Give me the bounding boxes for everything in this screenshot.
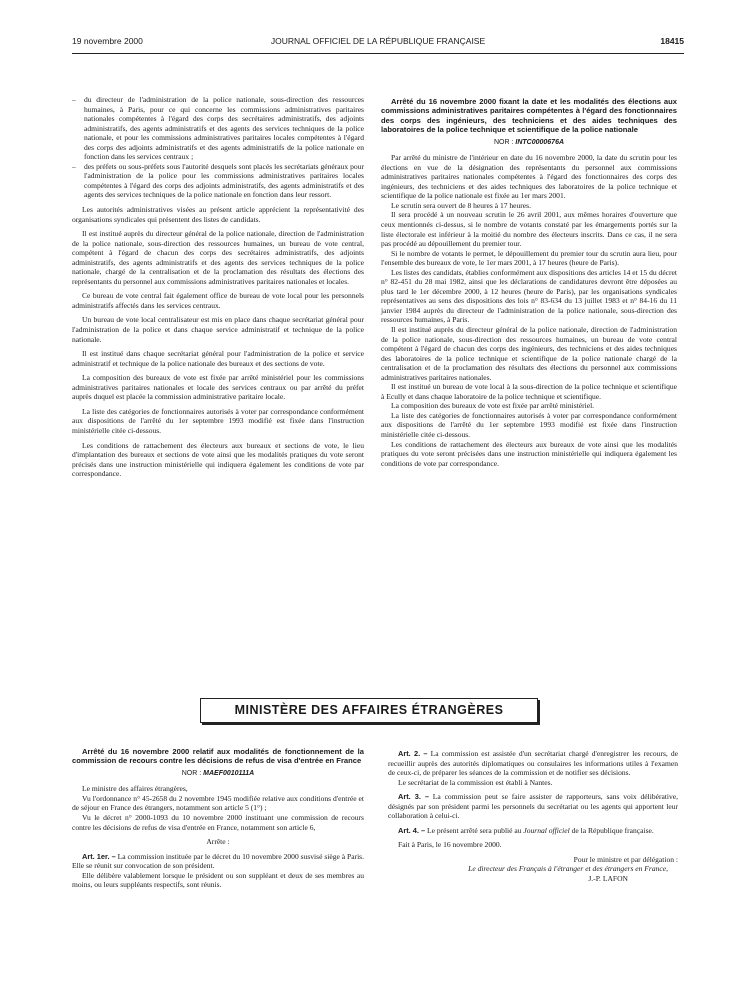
paragraph: Si le nombre de votants le permet, le dépouillement du premier tour du scrutin aura lieu, pour l'ensemble des bureaux de vote, le 1er mars 2001, à 17 heures (heure de Paris). xyxy=(381,248,677,268)
signature-for: Pour le ministre et par délégation : xyxy=(573,854,678,864)
article-4-text-b: de la République française. xyxy=(571,825,654,835)
bullet-item: – des préfets ou sous-préfets sous l'autorité desquels sont placés les secrétariats généraux pour l'administration de la police pour les commissions administratives paritaires locales compétentes à l'égard des corps des adjoints administratifs, des agents administratifs et des agents des services techniques de la police nationale en fonction dans leur ressort. xyxy=(72,162,364,200)
paragraph: Il sera procédé à un nouveau scrutin le 26 avril 2001, aux mêmes horaires d'ouverture que ceux mentionnés ci-dessus, si le nombre de votants constaté par les émargements portés sur la liste électorale est inférieur à la moitié du nombre des électeurs inscrits. Dans ce cas, il ne sera pas procédé au dépouillement du premier tour. xyxy=(381,210,677,249)
ministry-banner: MINISTÈRE DES AFFAIRES ÉTRANGÈRES xyxy=(200,698,538,723)
paragraph: Il est institué un bureau de vote local à la sous-direction de la police technique et scientifique à Ecully et dans chaque laboratoire de la police technique et scientifique. xyxy=(381,382,677,401)
paragraph: Un bureau de vote local centralisateur est mis en place dans chaque secrétariat général pour l'administration de la police et dans chaque service administratif et technique de la police nationale. xyxy=(72,315,364,344)
article-title: Arrêté du 16 novembre 2000 fixant la date et les modalités des élections aux commissions administratives paritaires compétentes à l'égard des fonctionnaires des corps des ingénieurs, des techniciens et des aides techniques des laboratoires de la police technique et scientifique de la police nationale xyxy=(381,97,677,135)
article-3-text: La commission peut se faire assister de rapporteurs, sans voix délibérative, désignés par son président parmi les personnels du secrétariat ou les agents qui apportent leur collaboration à celui-ci. xyxy=(388,792,679,821)
preamble-line: Vu l'ordonnance n° 45-2658 du 2 novembre 1945 modifiée relative aux conditions d'entrée et de séjour en France des étrangers, notamment son article 5 (1°) ; xyxy=(72,793,364,813)
paragraph: Les listes des candidats, établies conformément aux dispositions des articles 14 et 15 du décret n° 82-451 du 28 mai 1982, ainsi que les déclarations de candidatures devront être déposées au plus tard le 1er décembre 2000, à 12 heures (heure de Paris), par les organisations syndicales représentatives au sens des dispositions des lois n° 83-634 du 13 juillet 1983 et n° 84-16 du 11 janvier 1984 auprès du directeur de l'administration de la police nationale, sous-direction des ressources humaines, à Paris. xyxy=(381,267,677,325)
article-1-label: Art. 1er. – xyxy=(82,851,116,861)
header-date: 19 novembre 2000 xyxy=(72,36,143,46)
left-column xyxy=(72,95,364,479)
article-4 xyxy=(388,826,678,836)
preamble-line: Vu le décret n° 2000-1093 du 10 novembre 2000 instituant une commission de recours contre les décisions de refus de visa d'entrée en France, notamment son article 6, xyxy=(72,813,364,832)
paragraph: Les conditions de rattachement des électeurs aux bureaux et sections de vote, le lieu d'implantation des bureaux et sections de vote ainsi que les modalités pratiques du vote seront précisés dans une instruction ministérielle qui indiquera également les conditions de vote par correspondance. xyxy=(72,440,364,479)
nor-label: NOR : xyxy=(493,138,514,146)
paragraph: Il est institué dans chaque secrétariat général pour l'administration de la police et service administratif et technique de la police nationale des bureaux et des sections de vote. xyxy=(72,349,364,368)
article-4-text-a: Le présent arrêté sera publié au xyxy=(427,825,522,835)
signature-name: J.-P. LAFON xyxy=(588,874,628,884)
decree-nor-reference xyxy=(72,769,364,779)
paragraph: La composition des bureaux de vote est fixée par arrêté ministériel pour les commissions administratives paritaires nationales et locale des services centraux ou par arrêté du préfet auprès duquel est placée la commission administrative paritaire locale. xyxy=(72,373,364,402)
paragraph: La liste des catégories de fonctionnaires autorisés à voter par correspondance conformément aux dispositions de l'arrêté du 1er septembre 1993 modifié est fixée dans l'instruction ministérielle citée ci-dessous. xyxy=(381,410,677,440)
article-4-journal: Journal officiel xyxy=(523,825,570,835)
paragraph: La composition des bureaux de vote est fixée par arrêté ministériel. xyxy=(391,401,595,411)
paragraph: Il est institué auprès du directeur général de la police nationale, direction de l'administration de la police nationale, sous-direction des ressources humaines, un bureau de vote central, compétent à l'égard de chacun des corps des secrétaires administratifs, des adjoints administratifs, des agents administratifs et des agents des services techniques de la police nationale, chargé de la centralisation et de la proclamation des résultats des élections des représentants du personnel aux commissions administratives paritaires nationales et locales. xyxy=(72,229,364,286)
article-2-text-2: Le secrétariat de la commission est établi à Nantes. xyxy=(398,777,553,787)
paragraph: Les conditions de rattachement des électeurs aux bureaux de vote ainsi que les modalités pratiques du vote seront précisées dans une instruction ministérielle qui indiquera également les conditions de vote par correspondance. xyxy=(381,439,677,468)
nor-code: MAEF0010111A xyxy=(203,769,255,777)
article-4-label: Art. 4. – xyxy=(398,825,426,835)
paragraph: La liste des catégories de fonctionnaires autorisés à voter par correspondance conformément aux dispositions de l'arrêté du 1er septembre 1993 modifié est fixée dans l'instruction ministérielle citée ci-dessous. xyxy=(72,406,364,435)
article-3 xyxy=(388,792,678,821)
page-header xyxy=(72,36,684,52)
article-2-label: Art. 2. – xyxy=(398,749,428,758)
bullet-item: – du directeur de l'administration de la police nationale, sous-direction des ressources humaines, à Paris, pour ce qui concerne les commissions administratives paritaires nationales compétentes à l'égard des corps des secrétaires administratifs, des adjoints administratifs, des agents administratifs et des agents des services techniques de la police nationale, et pour les commissions administratives paritaires locales compétentes à l'égard des corps des adjoints administratifs et des agents administratifs de la police nationale en fonction dans les services centraux ; xyxy=(72,95,364,162)
paragraph: Le scrutin sera ouvert de 8 heures à 17 heures. xyxy=(391,200,531,210)
paragraph: Il est institué auprès du directeur général de la police nationale, direction de l'administration de la police nationale, sous-direction des ressources humaines, un bureau de vote central compétent à l'égard de chacun des corps des ingénieurs, des techniciens et des aides techniques des laboratoires de la police technique et scientifique de la police nationale chargé de la centralisation et de la proclamation des résultats des élections du personnel aux commissions administratives paritaires nationales. xyxy=(381,325,677,382)
paragraph: Les autorités administratives visées au présent article apprécient la représentativité des organisations syndicales qui présentent des listes de candidats. xyxy=(72,205,364,224)
nor-label: NOR : xyxy=(181,769,202,777)
header-rule xyxy=(72,53,684,54)
page-number: 18415 xyxy=(660,36,684,46)
signature-role: Le directeur des Français à l'étranger et des étrangers en France, xyxy=(468,864,668,874)
paragraph: Par arrêté du ministre de l'intérieur en date du 16 novembre 2000, la date du scrutin pour les élections en vue de la désignation des représentants du personnel aux commissions administratives paritaires nationales compétentes à l'égard des fonctionnaires des corps des ingénieurs, des techniciens et des aides techniques des laboratoires de la police technique et scientifique de la police nationale est fixée au 1er mars 2001. xyxy=(381,153,677,201)
article-1-text-2: Elle délibère valablement lorsque le président ou son suppléant et deux de ses membres au moins, ou leurs suppléants respectifs, sont réunis. xyxy=(72,870,364,890)
article-1-text: La commission instituée par le décret du 10 novembre 2000 susvisé siège à Paris. Elle se réunit sur convocation de son président. xyxy=(72,851,365,871)
decree-title: Arrêté du 16 novembre 2000 relatif aux modalités de fonctionnement de la commission de recours contre les décisions de refus de visa d'entrée en France xyxy=(72,747,364,766)
nor-code: INTC0000676A xyxy=(515,138,565,146)
journal-title: JOURNAL OFFICIEL DE LA RÉPUBLIQUE FRANÇAISE xyxy=(270,36,486,46)
paragraph: Ce bureau de vote central fait également office de bureau de vote local pour les personnels administratifs affectés dans les services centraux. xyxy=(72,291,364,310)
preamble-line: Le ministre des affaires étrangères, xyxy=(82,784,188,794)
nor-reference xyxy=(381,138,677,148)
done-at: Fait à Paris, le 16 novembre 2000. xyxy=(398,840,502,850)
article-1 xyxy=(72,852,364,871)
decree-right-column xyxy=(388,749,678,884)
article-2-text: La commission est assistée d'un secrétariat chargé d'enregistrer les recours, de recueillir auprès des autorités diplomatiques ou consulaires les informations utiles à l'examen de ceux-ci, de préparer les séances de la commission et de notifier ses décisions. xyxy=(388,749,679,778)
article-3-label: Art. 3. – xyxy=(398,792,429,802)
right-column xyxy=(381,97,677,468)
decree-left-column xyxy=(72,747,364,890)
arrete-heading: Arrête : xyxy=(206,837,230,847)
article-2 xyxy=(388,749,678,778)
